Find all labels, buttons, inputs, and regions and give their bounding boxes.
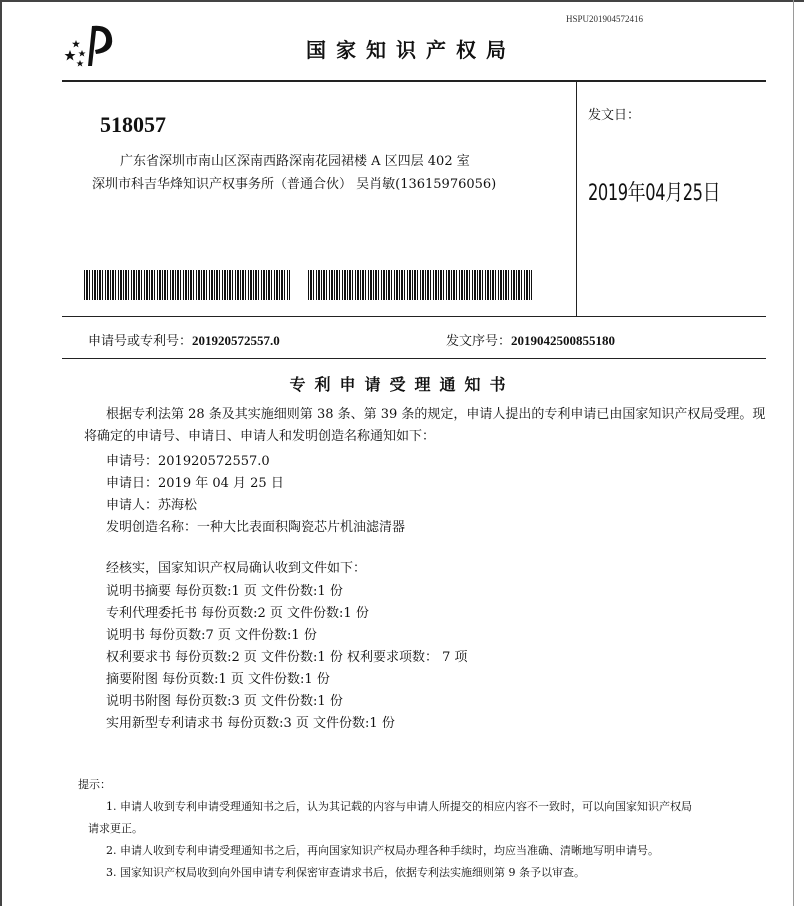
barcode-left xyxy=(84,270,290,300)
dispatch-date: 2019年04月25日 xyxy=(588,181,721,206)
detail-application-date: 申请日：2019 年 04 月 25 日 xyxy=(106,476,284,491)
file-item: 专利代理委托书 每份页数:2 页 文件份数:1 份 xyxy=(106,606,369,621)
cnipa-logo-icon xyxy=(62,20,126,68)
detail-invention-title: 发明创造名称：一种大比表面积陶瓷芯片机油滤清器 xyxy=(106,520,406,535)
tips-heading: 提示： xyxy=(78,778,111,791)
tip-item: 请求更正。 xyxy=(88,822,143,835)
notice-title: 专利申请受理通知书 xyxy=(289,375,515,394)
header-divider xyxy=(576,82,577,316)
serial-number-row xyxy=(446,330,615,349)
address-line-1: 广东省深圳市南山区深南西路深南花园裙楼 A 区四层 402 室 xyxy=(120,154,470,169)
notice-intro: 根据专利法第 28 条及其实施细则第 38 条、第 39 条的规定，申请人提出的专利申请已由国家知识产权局受理。现将确定的申请号、申请日、申请人和发明创造名称通知如下： xyxy=(84,407,766,444)
file-item: 说明书附图 每份页数:3 页 文件份数:1 份 xyxy=(106,694,343,709)
numbers-rule xyxy=(62,358,766,359)
file-item: 摘要附图 每份页数:1 页 文件份数:1 份 xyxy=(106,672,330,687)
detail-application-number: 申请号：201920572557.0 xyxy=(106,454,270,469)
address-rule xyxy=(62,316,766,317)
confirm-heading: 经核实，国家知识产权局确认收到文件如下： xyxy=(106,561,367,576)
page-right-border xyxy=(793,0,794,906)
page-top-border xyxy=(0,0,804,2)
file-item: 说明书 每份页数:7 页 文件份数:1 份 xyxy=(106,628,317,643)
dispatch-date-label: 发文日： xyxy=(588,108,641,123)
file-item: 权利要求书 每份页数:2 页 文件份数:1 份 权利要求项数： 7 项 xyxy=(106,650,468,665)
application-number-label: 申请号或专利号： xyxy=(88,334,193,349)
document-id: HSPU201904572416 xyxy=(566,14,644,24)
serial-number-value: 2019042500855180 xyxy=(511,333,616,348)
header-rule xyxy=(62,80,766,82)
office-title: 国家知识产权局 xyxy=(306,38,516,62)
serial-number-label: 发文序号： xyxy=(446,334,512,349)
detail-applicant: 申请人：苏海松 xyxy=(106,498,198,513)
barcode-right xyxy=(308,270,532,300)
application-number-row xyxy=(88,330,280,349)
application-number-value: 201920572557.0 xyxy=(192,333,280,348)
file-item: 说明书摘要 每份页数:1 页 文件份数:1 份 xyxy=(106,584,343,599)
address-line-2: 深圳市科吉华烽知识产权事务所（普通合伙） 吴肖敏(13615976056) xyxy=(92,177,497,192)
postal-code: 518057 xyxy=(100,112,166,137)
tip-item: 3. 国家知识产权局收到向外国申请专利保密审查请求书后，依据专利法实施细则第 9 条予以审查。 xyxy=(106,866,585,879)
tip-item: 1. 申请人收到专利申请受理通知书之后，认为其记载的内容与申请人所提交的相应内容不一致时，可以向国家知识产权局 xyxy=(106,800,692,813)
page-left-border xyxy=(0,0,2,906)
file-item: 实用新型专利请求书 每份页数:3 页 文件份数:1 份 xyxy=(106,716,395,731)
tip-item: 2. 申请人收到专利申请受理通知书之后，再向国家知识产权局办理各种手续时，均应当准确、清晰地写明申请号。 xyxy=(106,844,659,857)
